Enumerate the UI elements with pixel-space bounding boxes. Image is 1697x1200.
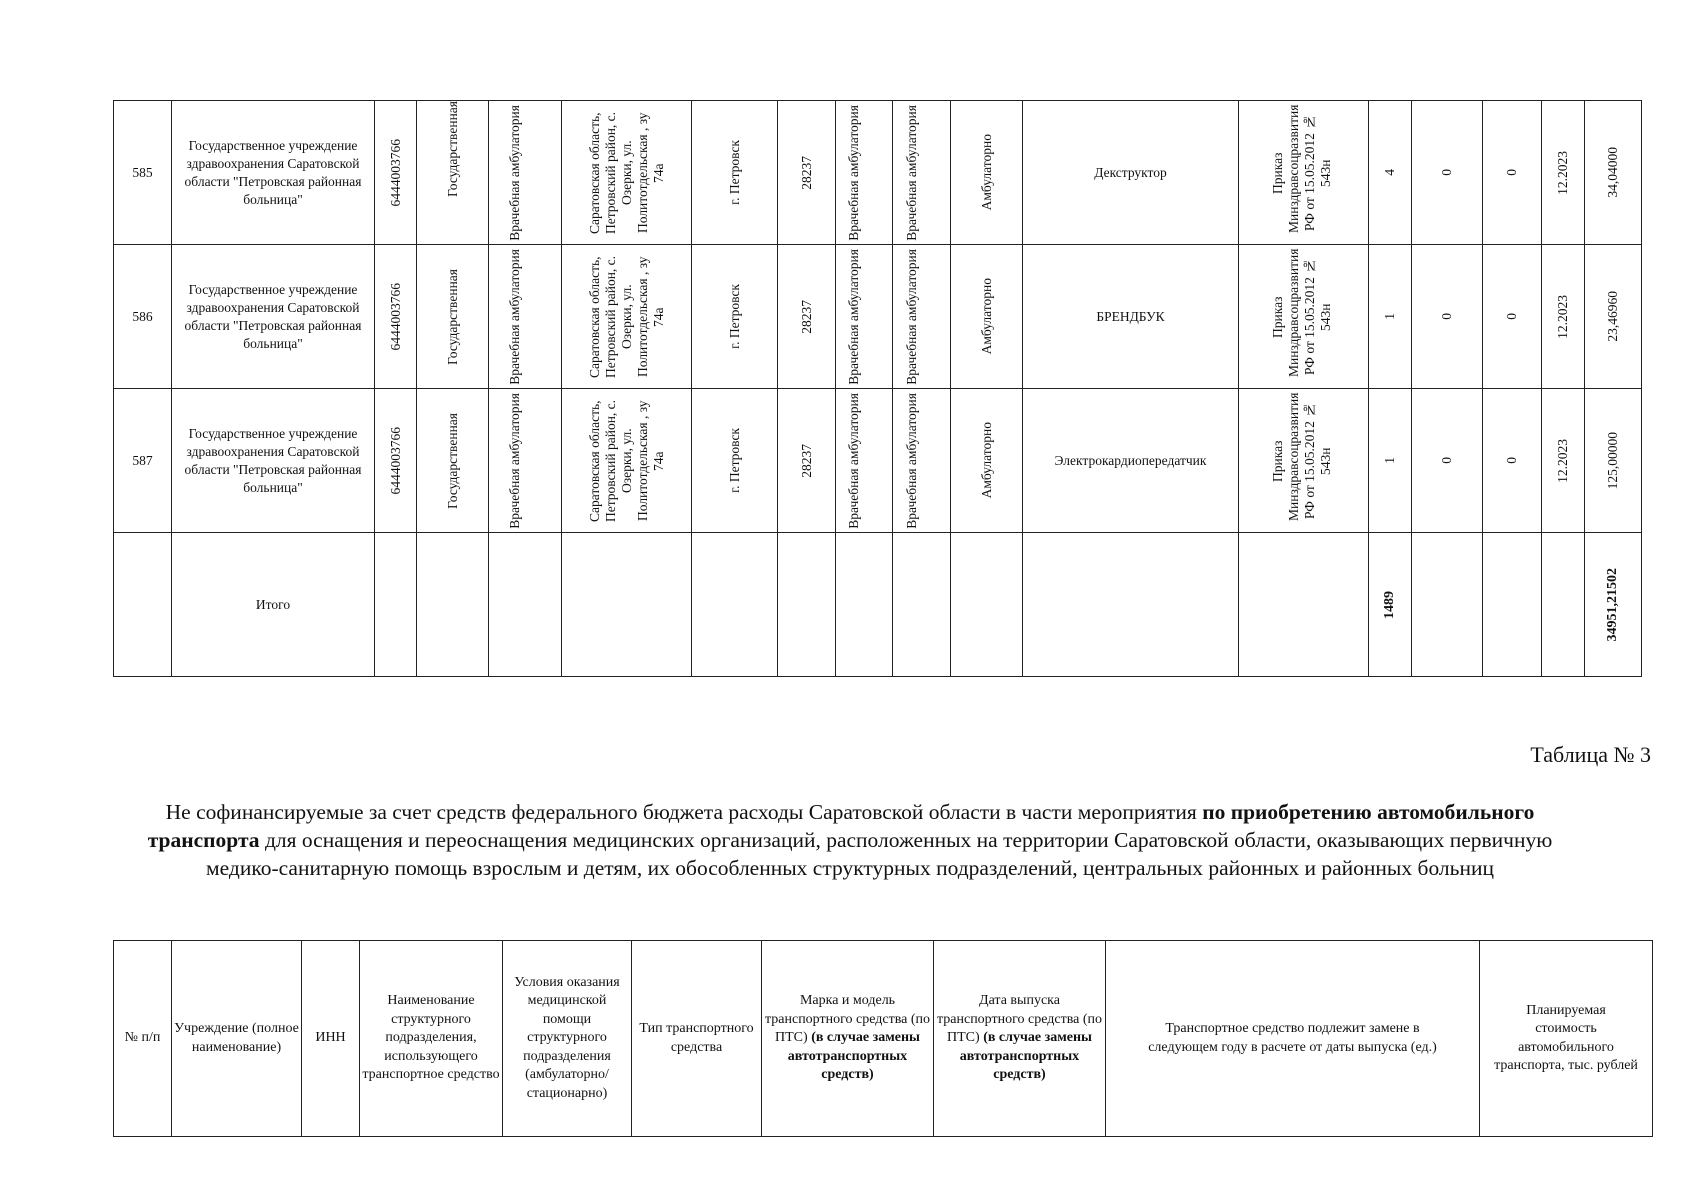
c2-cell: 0 [1483, 101, 1542, 245]
institution-cell: Государственное учреждение здравоохранения Саратовской области "Петровская районная больница" [172, 101, 375, 245]
city-cell: г. Петровск [692, 101, 778, 245]
header-inn: ИНН [302, 941, 360, 1137]
header-unit: Наименование структурного подразделения, использующего транспортное средство [360, 941, 503, 1137]
header-replace: Транспортное средство подлежит замене в следующем году в расчете от даты выпуска (ед.) [1106, 941, 1480, 1137]
table-row [114, 389, 1642, 533]
header-num: № п/п [114, 941, 172, 1137]
unit-name-cell: Врачебная амбулатория [489, 101, 562, 245]
qty-cell: 1 [1369, 245, 1412, 389]
conditions-cell: Амбулаторно [951, 389, 1023, 533]
qty-cell: 1 [1369, 389, 1412, 533]
inn-cell: 6444003766 [375, 245, 417, 389]
cost-cell: 23,46960 [1585, 245, 1642, 389]
total-label: Итого [172, 533, 375, 677]
unit-name-cell: Врачебная амбулатория [489, 245, 562, 389]
table-row [114, 101, 1642, 245]
date-cell: 12.2023 [1542, 245, 1585, 389]
order-cell: Приказ Минздравсоцразвития РФ от 15.05.2012 № 543н [1239, 389, 1369, 533]
code-cell: 28237 [778, 101, 836, 245]
row-number: 586 [114, 245, 172, 389]
address-cell: Саратовская область, Петровский район, с. Озерки, ул. Политотдельская , зу 74а [562, 389, 692, 533]
date-cell: 12.2023 [1542, 389, 1585, 533]
c1-cell: 0 [1412, 101, 1483, 245]
total-qty: 1489 [1369, 533, 1412, 677]
total-cost: 34951,21502 [1585, 533, 1642, 677]
city-cell: г. Петровск [692, 389, 778, 533]
institution-cell: Государственное учреждение здравоохранения Саратовской области "Петровская районная больница" [172, 245, 375, 389]
institution-cell: Государственное учреждение здравоохранения Саратовской области "Петровская районная больница" [172, 389, 375, 533]
table-row [114, 245, 1642, 389]
table-title: Не софинансируемые за счет средств федерального бюджета расходы Саратовской области в части мероприятия по приобретению автомобильного транспорта для оснащения и переоснащения медицинских организаций, расположенных на территории Саратовской области, оказывающих первичную медико-санитарную помощь взрослым и детям, их обособленных структурных подразделений, центральных районных и районных больниц [147, 800, 1553, 880]
inn-cell: 6444003766 [375, 101, 417, 245]
header-institution: Учреждение (полное наименование) [172, 941, 302, 1137]
conditions-cell: Амбулаторно [951, 101, 1023, 245]
c2-cell: 0 [1483, 389, 1542, 533]
unit-type2-cell: Врачебная амбулатория [893, 389, 951, 533]
row-number: 585 [114, 101, 172, 245]
table-number: Таблица № 3 [1530, 742, 1651, 767]
order-cell: Приказ Минздравсоцразвития РФ от 15.05.2012 № 543н [1239, 101, 1369, 245]
date-cell: 12.2023 [1542, 101, 1585, 245]
row-number: 587 [114, 389, 172, 533]
qty-cell: 4 [1369, 101, 1412, 245]
c1-cell: 0 [1412, 389, 1483, 533]
inn-cell: 6444003766 [375, 389, 417, 533]
unit-type-cell: Врачебная амбулатория [836, 389, 893, 533]
c2-cell: 0 [1483, 245, 1542, 389]
city-cell: г. Петровск [692, 245, 778, 389]
equipment-cell: БРЕНДБУК [1023, 245, 1239, 389]
unit-name-cell: Врачебная амбулатория [489, 389, 562, 533]
cost-cell: 34,04000 [1585, 101, 1642, 245]
header-release: Дата выпуска транспортного средства (по ПТС) (в случае замены автотранспортных средств) [934, 941, 1106, 1137]
ownership-cell: Государственная [417, 389, 489, 533]
header-type: Тип транспортного средства [632, 941, 762, 1137]
unit-type-cell: Врачебная амбулатория [836, 245, 893, 389]
equipment-cell: Электрокардиопередатчик [1023, 389, 1239, 533]
address-cell: Саратовская область, Петровский район, с. Озерки, ул. Политотдельская , зу 74а [562, 101, 692, 245]
address-cell: Саратовская область, Петровский район, с. Озерки, ул. Политотдельская , зу 74а [562, 245, 692, 389]
unit-type2-cell: Врачебная амбулатория [893, 101, 951, 245]
transport-table-header [113, 940, 1653, 1137]
ownership-cell: Государственная [417, 245, 489, 389]
order-cell: Приказ Минздравсоцразвития РФ от 15.05.2012 № 543н [1239, 245, 1369, 389]
header-brand: Марка и модель транспортного средства (по ПТС) (в случае замены автотранспортных средств) [762, 941, 934, 1137]
conditions-cell: Амбулаторно [951, 245, 1023, 389]
code-cell: 28237 [778, 245, 836, 389]
cost-cell: 125,00000 [1585, 389, 1642, 533]
unit-type-cell: Врачебная амбулатория [836, 101, 893, 245]
header-conditions: Условия оказания медицинской помощи структурного подразделения (амбулаторно/ стационарно) [503, 941, 632, 1137]
equipment-table [113, 100, 1642, 677]
header-row [114, 941, 1653, 1137]
c1-cell: 0 [1412, 245, 1483, 389]
ownership-cell: Государственная [417, 101, 489, 245]
unit-type2-cell: Врачебная амбулатория [893, 245, 951, 389]
equipment-cell: Декструктор [1023, 101, 1239, 245]
total-row [114, 533, 1642, 677]
header-cost: Планируемая стоимость автомобильного транспорта, тыс. рублей [1480, 941, 1653, 1137]
code-cell: 28237 [778, 389, 836, 533]
